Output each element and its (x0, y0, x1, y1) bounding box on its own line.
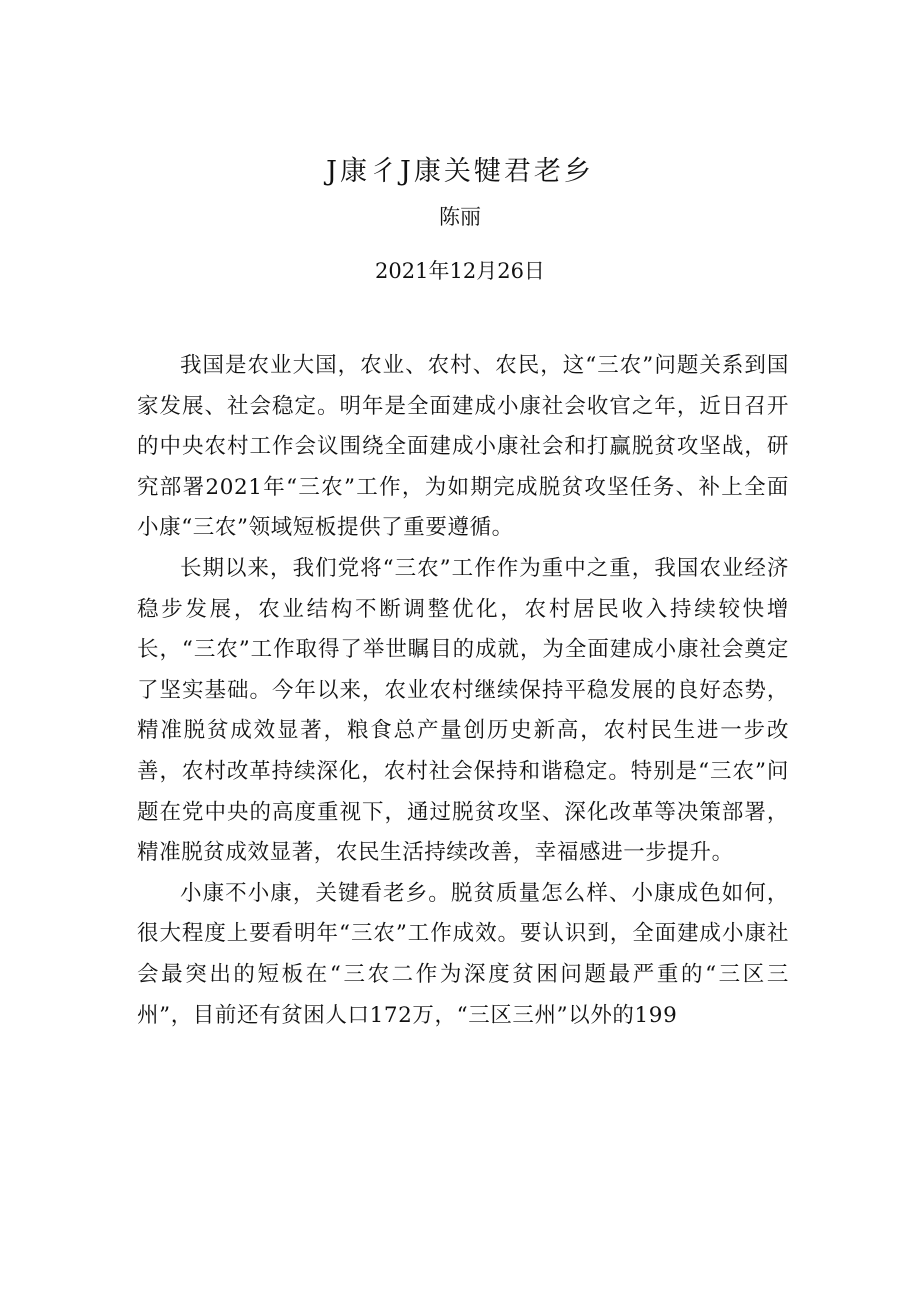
document-author: 陈丽 (439, 205, 481, 229)
paragraph-1: 我国是农业大国，农业、农村、农民，这“三农”问题关系到国家发展、社会稳定。明年是全面建成小康社会收官之年，近日召开的中央农村工作会议围绕全面建成小康社会和打赢脱贫攻坚战，研究部署2021年“三农”工作，为如期完成脱贫攻坚任务、补上全面小康“三农”领域短板提供了重要遵循。 (137, 353, 789, 541)
paragraph-2: 长期以来，我们党将“三农”工作作为重中之重，我国农业经济稳步发展，农业结构不断调整优化，农村居民收入持续较快增长，“三农”工作取得了举世瞩目的成就，为全面建成小康社会奠定了坚实基础。今年以来，农业农村继续保持平稳发展的良好态势，精准脱贫成效显著，粮食总产量创历史新高，农村民生进一步改善，农村改革持续深化，农村社会保持和谐稳定。特别是“三农”问题在党中央的高度重视下，通过脱贫攻坚、深化改革等决策部署，精准脱贫成效显著，农民生活持续改善，幸福感进一步提升。 (137, 555, 789, 866)
paragraph-3: 小康不小康，关键看老乡。脱贫质量怎么样、小康成色如何，很大程度上要看明年“三农”工作成效。要认识到，全面建成小康社会最突出的短板在“三农二作为深度贫困问题最严重的“三区三州”，目前还有贫困人口172万，“三区三州”以外的199 (137, 880, 789, 1028)
document-date: 2021年12月26日 (375, 259, 545, 283)
document-title: J康彳J康关犍君老乡 (326, 156, 594, 187)
document-body (137, 346, 789, 1036)
